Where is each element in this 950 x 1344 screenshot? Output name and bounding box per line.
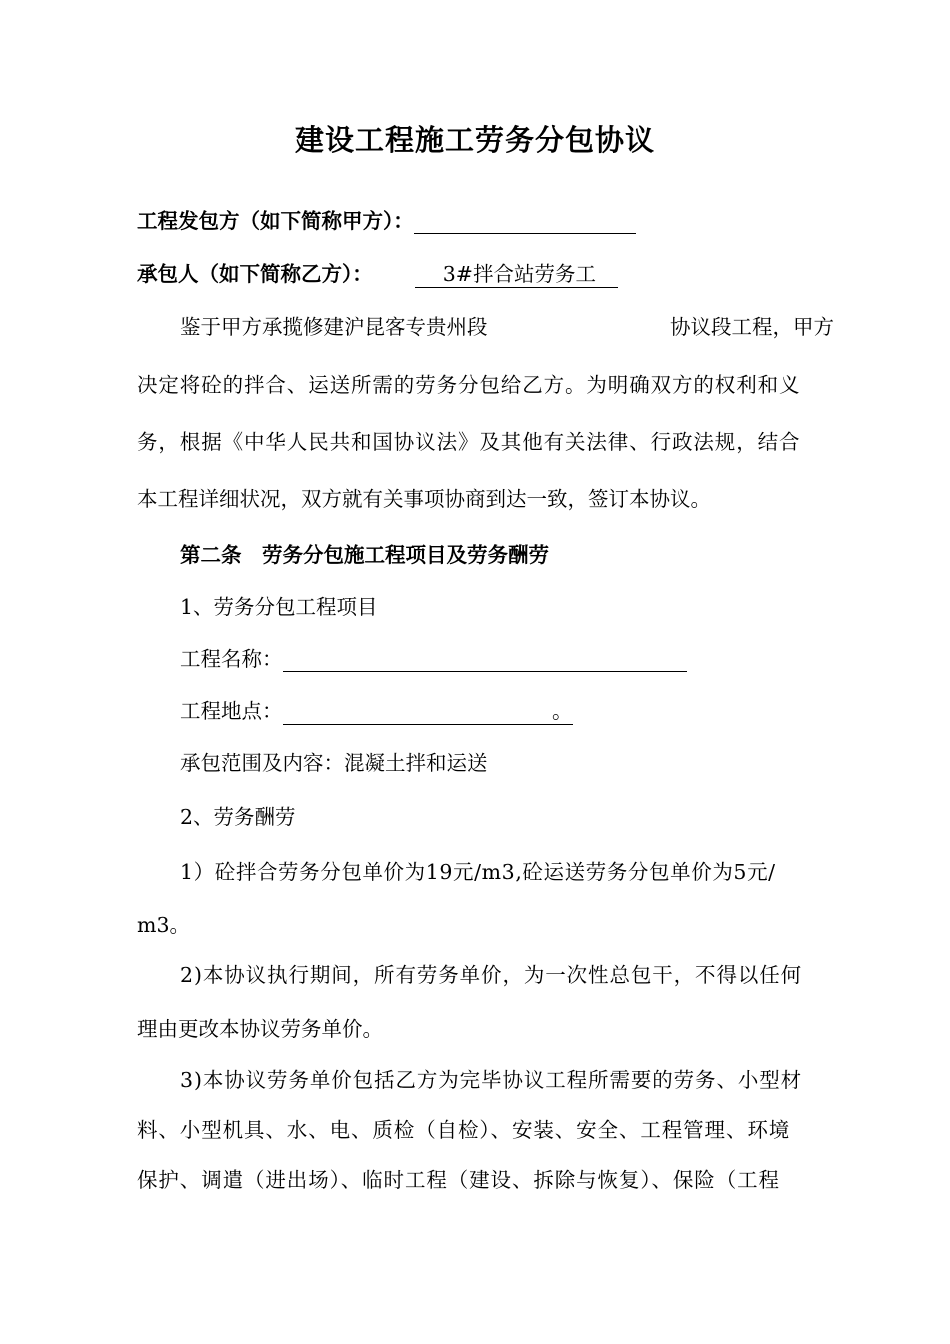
document-title: 建设工程施工劳务分包协议 [294, 123, 655, 157]
intro-line-3: 务，根据《中华人民共和国协议法》及其他有关法律、行政法规，结合 [137, 430, 801, 454]
intro-line-1: 鉴于甲方承揽修建沪昆客专贵州段 协议段工程，甲方 [180, 315, 834, 339]
intro-line-2: 决定将砼的拌合、运送所需的劳务分包给乙方。为明确双方的权利和义 [137, 373, 801, 397]
party-b-value: 3#拌合站劳务工 [415, 257, 618, 288]
item-1-heading: 1、劳务分包工程项目 [180, 595, 378, 619]
pay-2-line-1: 2)本协议执行期间，所有劳务单价，为一次性总包干，不得以任何 [180, 963, 803, 987]
pay-3-line-2: 料、小型机具、水、电、质检（自检）、安装、安全、工程管理、环境 [137, 1118, 791, 1142]
project-location-label: 工程地点： [180, 699, 283, 723]
party-a-blank [414, 211, 636, 234]
party-a-label: 工程发包方（如下简称甲方）： [137, 209, 414, 233]
item-2-heading: 2、劳务酬劳 [180, 805, 296, 829]
pay-1-line-1: 1）砼拌合劳务分包单价为19元/m3,砼运送劳务分包单价为5元/ [180, 860, 776, 884]
pay-3-line-3: 保护、调遣（进出场）、临时工程（建设、拆除与恢复）、保险（工程 [137, 1168, 780, 1192]
project-location-blank: 。 [283, 694, 573, 725]
intro-line-4: 本工程详细状况，双方就有关事项协商到达一致，签订本协议。 [137, 487, 711, 511]
pay-2-line-2: 理由更改本协议劳务单价。 [137, 1017, 383, 1041]
project-location-line [180, 694, 573, 725]
project-name-blank [283, 649, 687, 672]
scope-line: 承包范围及内容：混凝土拌和运送 [180, 751, 488, 775]
pay-1-line-2: m3。 [137, 913, 190, 937]
project-name-label: 工程名称： [180, 647, 283, 671]
project-name-line [180, 642, 687, 672]
party-b-label: 承包人（如下简称乙方）： [137, 262, 373, 286]
party-b-line [137, 257, 618, 288]
party-a-line [137, 204, 636, 234]
pay-3-line-1: 3)本协议劳务单价包括乙方为完毕协议工程所需要的劳务、小型材 [180, 1068, 803, 1092]
article-2-heading: 第二条 劳务分包施工程项目及劳务酬劳 [180, 543, 549, 567]
